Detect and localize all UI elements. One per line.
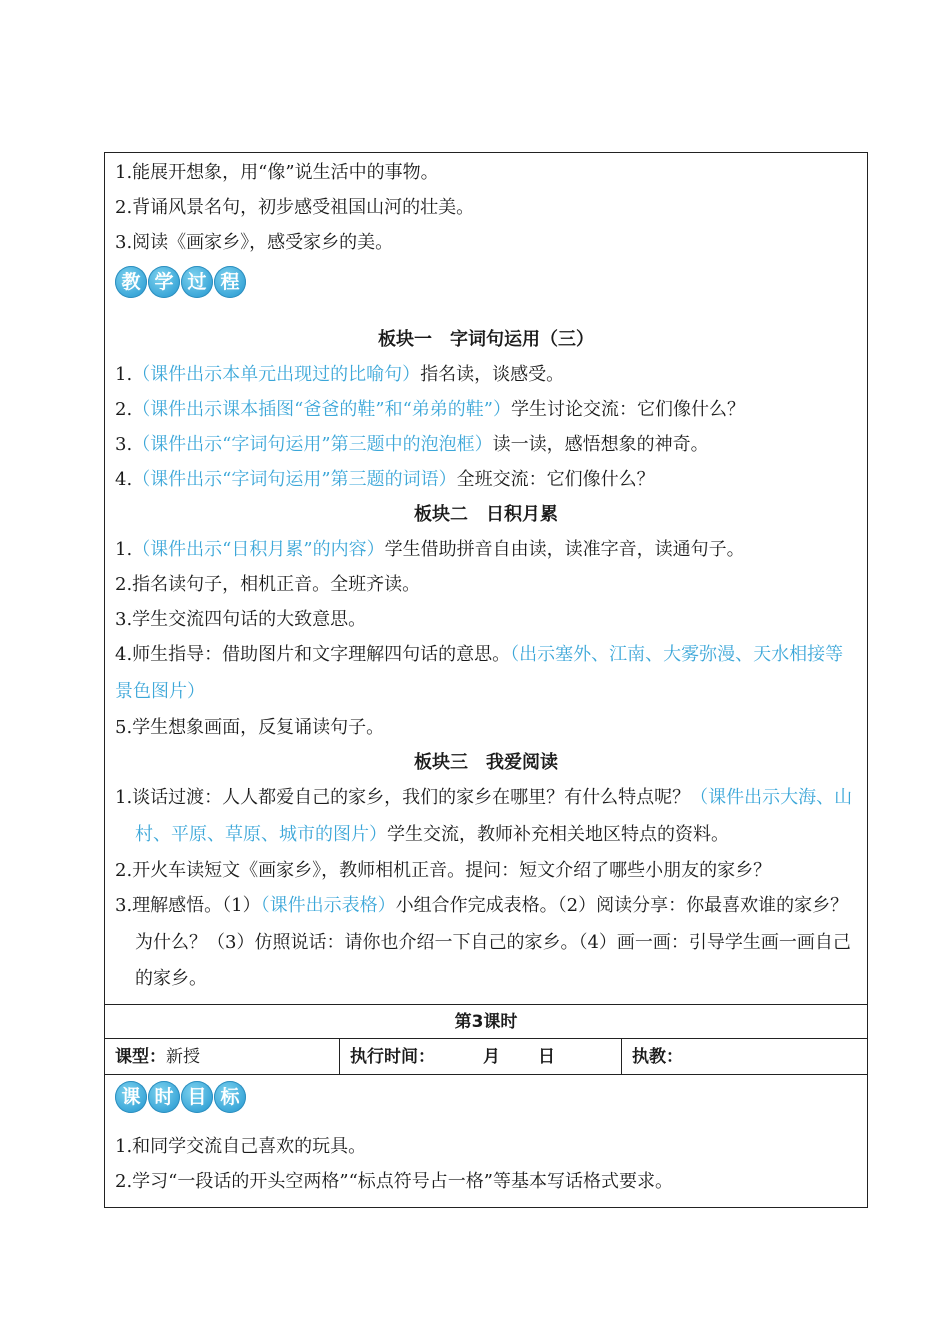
block2-item-1: 1.（课件出示“日积月累”的内容）学生借助拼音自由读，读准字音，读通句子。 [115,539,745,560]
badge-char: 标 [214,1081,246,1113]
objective-2: 2.背诵风景名句，初步感受祖国山河的壮美。 [115,197,475,218]
teacher-cell: 执教： [632,1046,683,1067]
period-objective-1: 1.和同学交流自己喜欢的玩具。 [115,1135,367,1157]
block2-item-2: 2.指名读句子，相机正音。全班齐读。 [115,574,421,595]
lesson-type-cell: 课型：新授 [105,1039,340,1074]
period-objective-2: 2.学习“一段话的开头空两格”“标点符号占一格”等基本写话格式要求。 [115,1170,673,1192]
badge-char: 目 [181,1081,213,1113]
block3-item-3: 3.理解感悟。（1）（课件出示表格）小组合作完成表格。（2）阅读分享：你最喜欢谁的家乡？为什么？（3）仿照说话：请你也介绍一下自己的家乡。（4）画一画：引导学生画一画自己的家乡。 [115,895,851,989]
badge-char: 课 [115,1081,147,1113]
block2-item-3: 3.学生交流四句话的大致意思。 [115,609,367,630]
block1-title: 板块一 字词句运用（三） [378,329,594,350]
info-row [104,1038,868,1074]
badge-char: 过 [181,266,213,298]
objective-1: 1.能展开想象，用“像”说生活中的事物。 [115,162,439,183]
badge-char: 学 [148,266,180,298]
period-objectives-cell [104,1074,868,1208]
badge-char: 教 [115,266,147,298]
execution-time-cell: 执行时间： 月 日 [340,1039,622,1074]
teaching-process-badge [105,260,867,308]
lesson-content-cell [104,152,868,1004]
block3-item-2: 2.开火车读短文《画家乡》，教师相机正音。提问：短文介绍了哪些小朋友的家乡？ [115,860,772,881]
block2-item-4: 4.师生指导：借助图片和文字理解四句话的意思。（出示塞外、江南、大雾弥漫、天水相接等景色图片） [115,644,844,702]
block1-item-2: 2.（课件出示课本插图“爸爸的鞋”和“弟弟的鞋”）学生讨论交流：它们像什么？ [115,399,745,420]
objective-3: 3.阅读《画家乡》，感受家乡的美。 [115,232,394,253]
badge-char: 程 [214,266,246,298]
badge-char: 时 [148,1081,180,1113]
block2-item-5: 5.学生想象画面，反复诵读句子。 [115,717,385,738]
block3-title: 板块三 我爱阅读 [414,752,558,773]
block1-item-1: 1.（课件出示本单元出现过的比喻句）指名读，谈感受。 [115,364,565,385]
block2-title: 板块二 日积月累 [414,504,558,525]
block1-item-3: 3.（课件出示“字词句运用”第三题中的泡泡框）读一读，感悟想象的神奇。 [115,434,709,455]
lesson-plan-table [104,152,868,1208]
block3-item-1: 1.谈话过渡：人人都爱自己的家乡，我们的家乡在哪里？有什么特点呢？（课件出示大海、山村、平原、草原、城市的图片）学生交流，教师补充相关地区特点的资料。 [115,787,853,845]
block1-item-4: 4.（课件出示“字词句运用”第三题的词语）全班交流：它们像什么？ [115,469,655,490]
period-header: 第3课时 [104,1004,868,1038]
period-objectives-badge [105,1075,867,1123]
